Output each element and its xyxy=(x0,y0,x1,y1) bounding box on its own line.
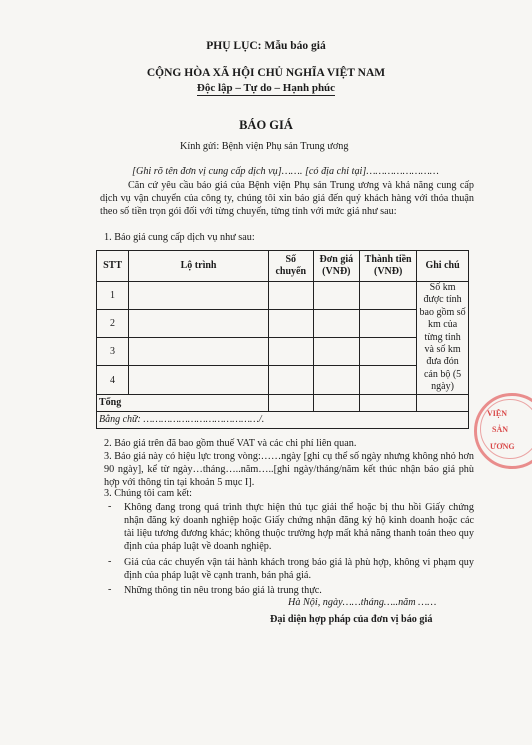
route-cell xyxy=(129,366,269,394)
bullet-dash: - xyxy=(108,584,112,595)
row-stt: 2 xyxy=(97,310,129,338)
item-commit: 3. Chúng tôi cam kết: xyxy=(104,488,192,499)
amount-cell xyxy=(360,310,417,338)
motto xyxy=(0,82,532,94)
header-route: Lộ trình xyxy=(129,251,269,282)
row-stt: 3 xyxy=(97,338,129,366)
header-trips: Số chuyến xyxy=(268,251,313,282)
table-row xyxy=(97,366,469,394)
total-unit-cell xyxy=(313,394,360,411)
appendix-title: PHỤ LỤC: Mẫu báo giá xyxy=(206,40,326,52)
unit-price-cell xyxy=(313,310,360,338)
unit-price-cell xyxy=(313,366,360,394)
amount-cell xyxy=(360,282,417,310)
total-note-cell xyxy=(417,394,469,411)
stamp-text: VIỆN xyxy=(487,409,508,418)
total-row xyxy=(97,394,469,411)
signature-title: Đại diện hợp pháp của đơn vị báo giá xyxy=(270,614,433,625)
provider-line: [Ghi rõ tên đơn vị cung cấp dịch vụ]……. [có địa chỉ tại]…………………… xyxy=(132,166,439,177)
total-amount-cell xyxy=(360,394,417,411)
route-cell xyxy=(129,338,269,366)
quote-table xyxy=(96,250,469,429)
total-label: Tổng xyxy=(97,394,269,411)
route-cell xyxy=(129,310,269,338)
trips-cell xyxy=(268,338,313,366)
amount-cell xyxy=(360,366,417,394)
row-stt: 1 xyxy=(97,282,129,310)
bullet-dash: - xyxy=(108,556,112,567)
motto-text: Độc lập – Tự do – Hạnh phúc xyxy=(196,82,336,94)
in-words-row xyxy=(97,411,469,428)
header-note: Ghi chú xyxy=(417,251,469,282)
note-cell: Số km được tính bao gồm số km của từng tỉnh và số km đưa đón cán bộ (5 ngày) xyxy=(417,282,469,395)
route-cell xyxy=(129,282,269,310)
trips-cell xyxy=(268,310,313,338)
item-3: 3. Báo giá này có hiệu lực trong vòng:……ngày [ghi cụ thể số ngày nhưng không nhỏ hơn 90 ngày], kể từ ngày…tháng…..năm…..[ghi ngày/tháng/năm kết thúc nhận báo giá phù hợp với thông tin tại khoản 5 mục I]. xyxy=(104,451,474,488)
table-header-row xyxy=(97,251,469,282)
commit-1: Không đang trong quá trình thực hiện thủ tục giải thể hoặc bị thu hồi Giấy chứng nhận đăng ký doanh nghiệp hoặc Giấy chứng nhận đăng ký hộ kinh doanh hoặc các tài liệu tương đương khác; không thuộc trường hợp mất khả năng thanh toán theo quy định của pháp luật về doanh nghiệp. xyxy=(124,502,474,552)
unit-price-cell xyxy=(313,338,360,366)
nation-name: CỘNG HÒA XÃ HỘI CHỦ NGHĨA VIỆT NAM xyxy=(146,67,386,79)
intro-paragraph: Căn cứ yêu cầu báo giá của Bệnh viện Phụ sản Trung ương và khả năng cung cấp dịch vụ vận chuyển của công ty, chúng tôi xin báo giá đến quý khách hàng với thỏa thuận theo số tiền trọn gói đối với từng chuyến, từng tỉnh với mức giá như sau: xyxy=(100,180,474,217)
stamp-text: ƯƠNG xyxy=(490,442,515,451)
section-1: 1. Báo giá cung cấp dịch vụ như sau: xyxy=(104,232,255,243)
header-unit-price: Đơn giá (VNĐ) xyxy=(313,251,360,282)
row-stt: 4 xyxy=(97,366,129,394)
amount-cell xyxy=(360,338,417,366)
table-row xyxy=(97,338,469,366)
stamp-text: SẢN xyxy=(492,425,509,434)
item-2: 2. Báo giá trên đã bao gồm thuế VAT và các chi phí liên quan. xyxy=(104,438,357,449)
trips-cell xyxy=(268,366,313,394)
bullet-dash: - xyxy=(108,501,112,512)
quote-title: BÁO GIÁ xyxy=(239,118,293,132)
in-words: Bằng chữ: …………………………………/. xyxy=(97,411,469,428)
unit-price-cell xyxy=(313,282,360,310)
recipient: Kính gửi: Bệnh viện Phụ sản Trung ương xyxy=(180,141,349,152)
header-amount: Thành tiền (VNĐ) xyxy=(360,251,417,282)
trips-cell xyxy=(268,282,313,310)
date-line: Hà Nội, ngày……tháng…..năm …… xyxy=(288,597,437,608)
header-stt: STT xyxy=(97,251,129,282)
commit-3: Những thông tin nêu trong báo giá là trung thực. xyxy=(124,585,322,596)
table-row xyxy=(97,282,469,310)
commit-2: Giá của các chuyến vận tải hành khách trong báo giá là phù hợp, không vi phạm quy định của pháp luật về cạnh tranh, bán phá giá. xyxy=(124,557,474,581)
total-trips-cell xyxy=(268,394,313,411)
table-row xyxy=(97,310,469,338)
